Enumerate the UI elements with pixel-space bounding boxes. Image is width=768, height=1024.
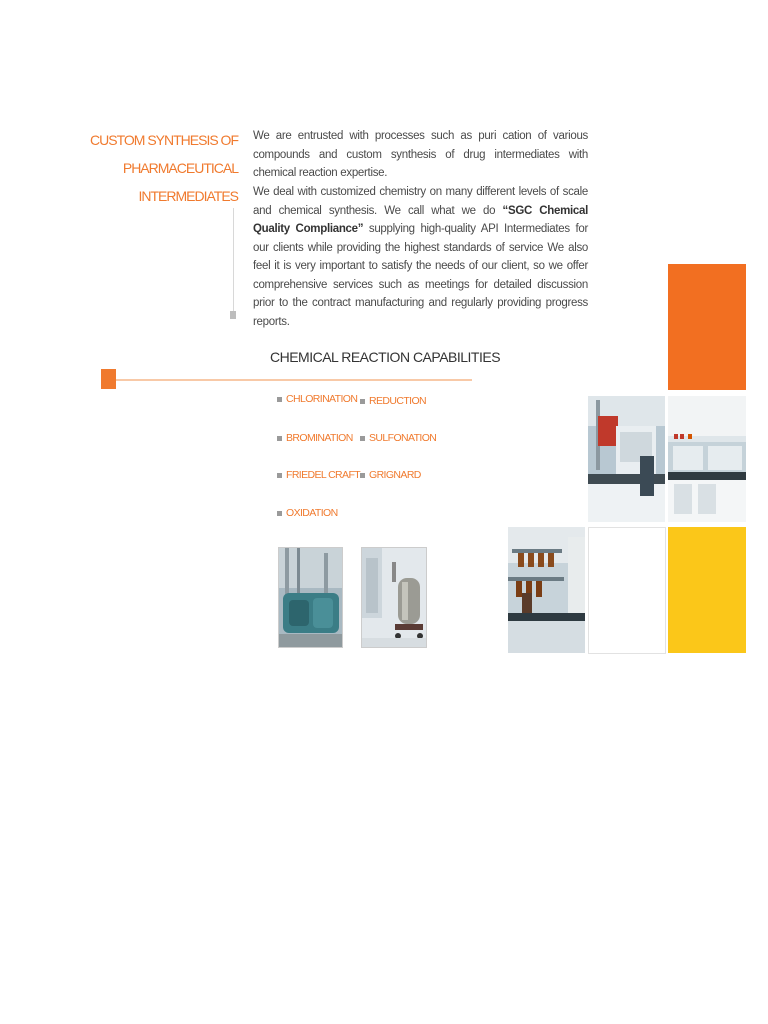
quality-compliance-phrase: “SGC Chemical Quality Compliance” xyxy=(253,204,588,235)
capability-item: REDUCTION xyxy=(360,395,426,407)
capability-item: FRIEDEL CRAFT xyxy=(277,469,360,481)
bullet-square-icon xyxy=(277,397,282,402)
intro-paragraph: We are entrusted with processes such as puri cation of various compounds and custom synthesis of drug intermediates with chemical reaction expertise. xyxy=(253,130,588,179)
lab-photo-2 xyxy=(668,396,746,522)
capabilities-rule xyxy=(116,379,472,381)
divider-line xyxy=(233,208,234,312)
white-block xyxy=(588,527,666,654)
lab-photo-3 xyxy=(508,527,585,653)
capability-item: GRIGNARD xyxy=(360,469,421,481)
lab-photo-1 xyxy=(588,396,665,522)
bullet-square-icon xyxy=(360,436,365,441)
service-paragraph-start: We deal with customized chemistry on many different levels of scale and chemical synthesis. We call what we do xyxy=(253,186,588,217)
section-title-line-3: INTERMEDIATES xyxy=(138,188,238,204)
bullet-square-icon xyxy=(277,511,282,516)
bullet-square-icon xyxy=(360,473,365,478)
capability-item: SULFONATION xyxy=(360,432,436,444)
orange-block xyxy=(668,264,746,390)
divider-end-mark xyxy=(230,311,236,319)
capability-item: CHLORINATION xyxy=(277,393,357,405)
bullet-square-icon xyxy=(277,473,282,478)
service-paragraph xyxy=(253,183,588,331)
capabilities-accent-square xyxy=(101,369,116,389)
capability-item: BROMINATION xyxy=(277,432,353,444)
section-title xyxy=(38,126,238,210)
capability-item: OXIDATION xyxy=(277,507,338,519)
capabilities-title: CHEMICAL REACTION CAPABILITIES xyxy=(270,349,501,365)
service-paragraph-end: supplying high-quality API Intermediates for our clients while providing the highest standards of service We also feel it is very important to satisfy the needs of our client, so we offer comprehensive services such as meetings for detailed discussion prior to the contract manufacturing and regularly providing progress reports. xyxy=(253,223,588,328)
section-title-line-1: CUSTOM SYNTHESIS OF xyxy=(90,132,238,148)
yellow-block xyxy=(668,527,746,653)
reactor-photo xyxy=(278,547,343,648)
vessel-photo xyxy=(361,547,427,648)
bullet-square-icon xyxy=(277,436,282,441)
bullet-square-icon xyxy=(360,399,365,404)
section-title-line-2: PHARMACEUTICAL xyxy=(122,160,238,176)
